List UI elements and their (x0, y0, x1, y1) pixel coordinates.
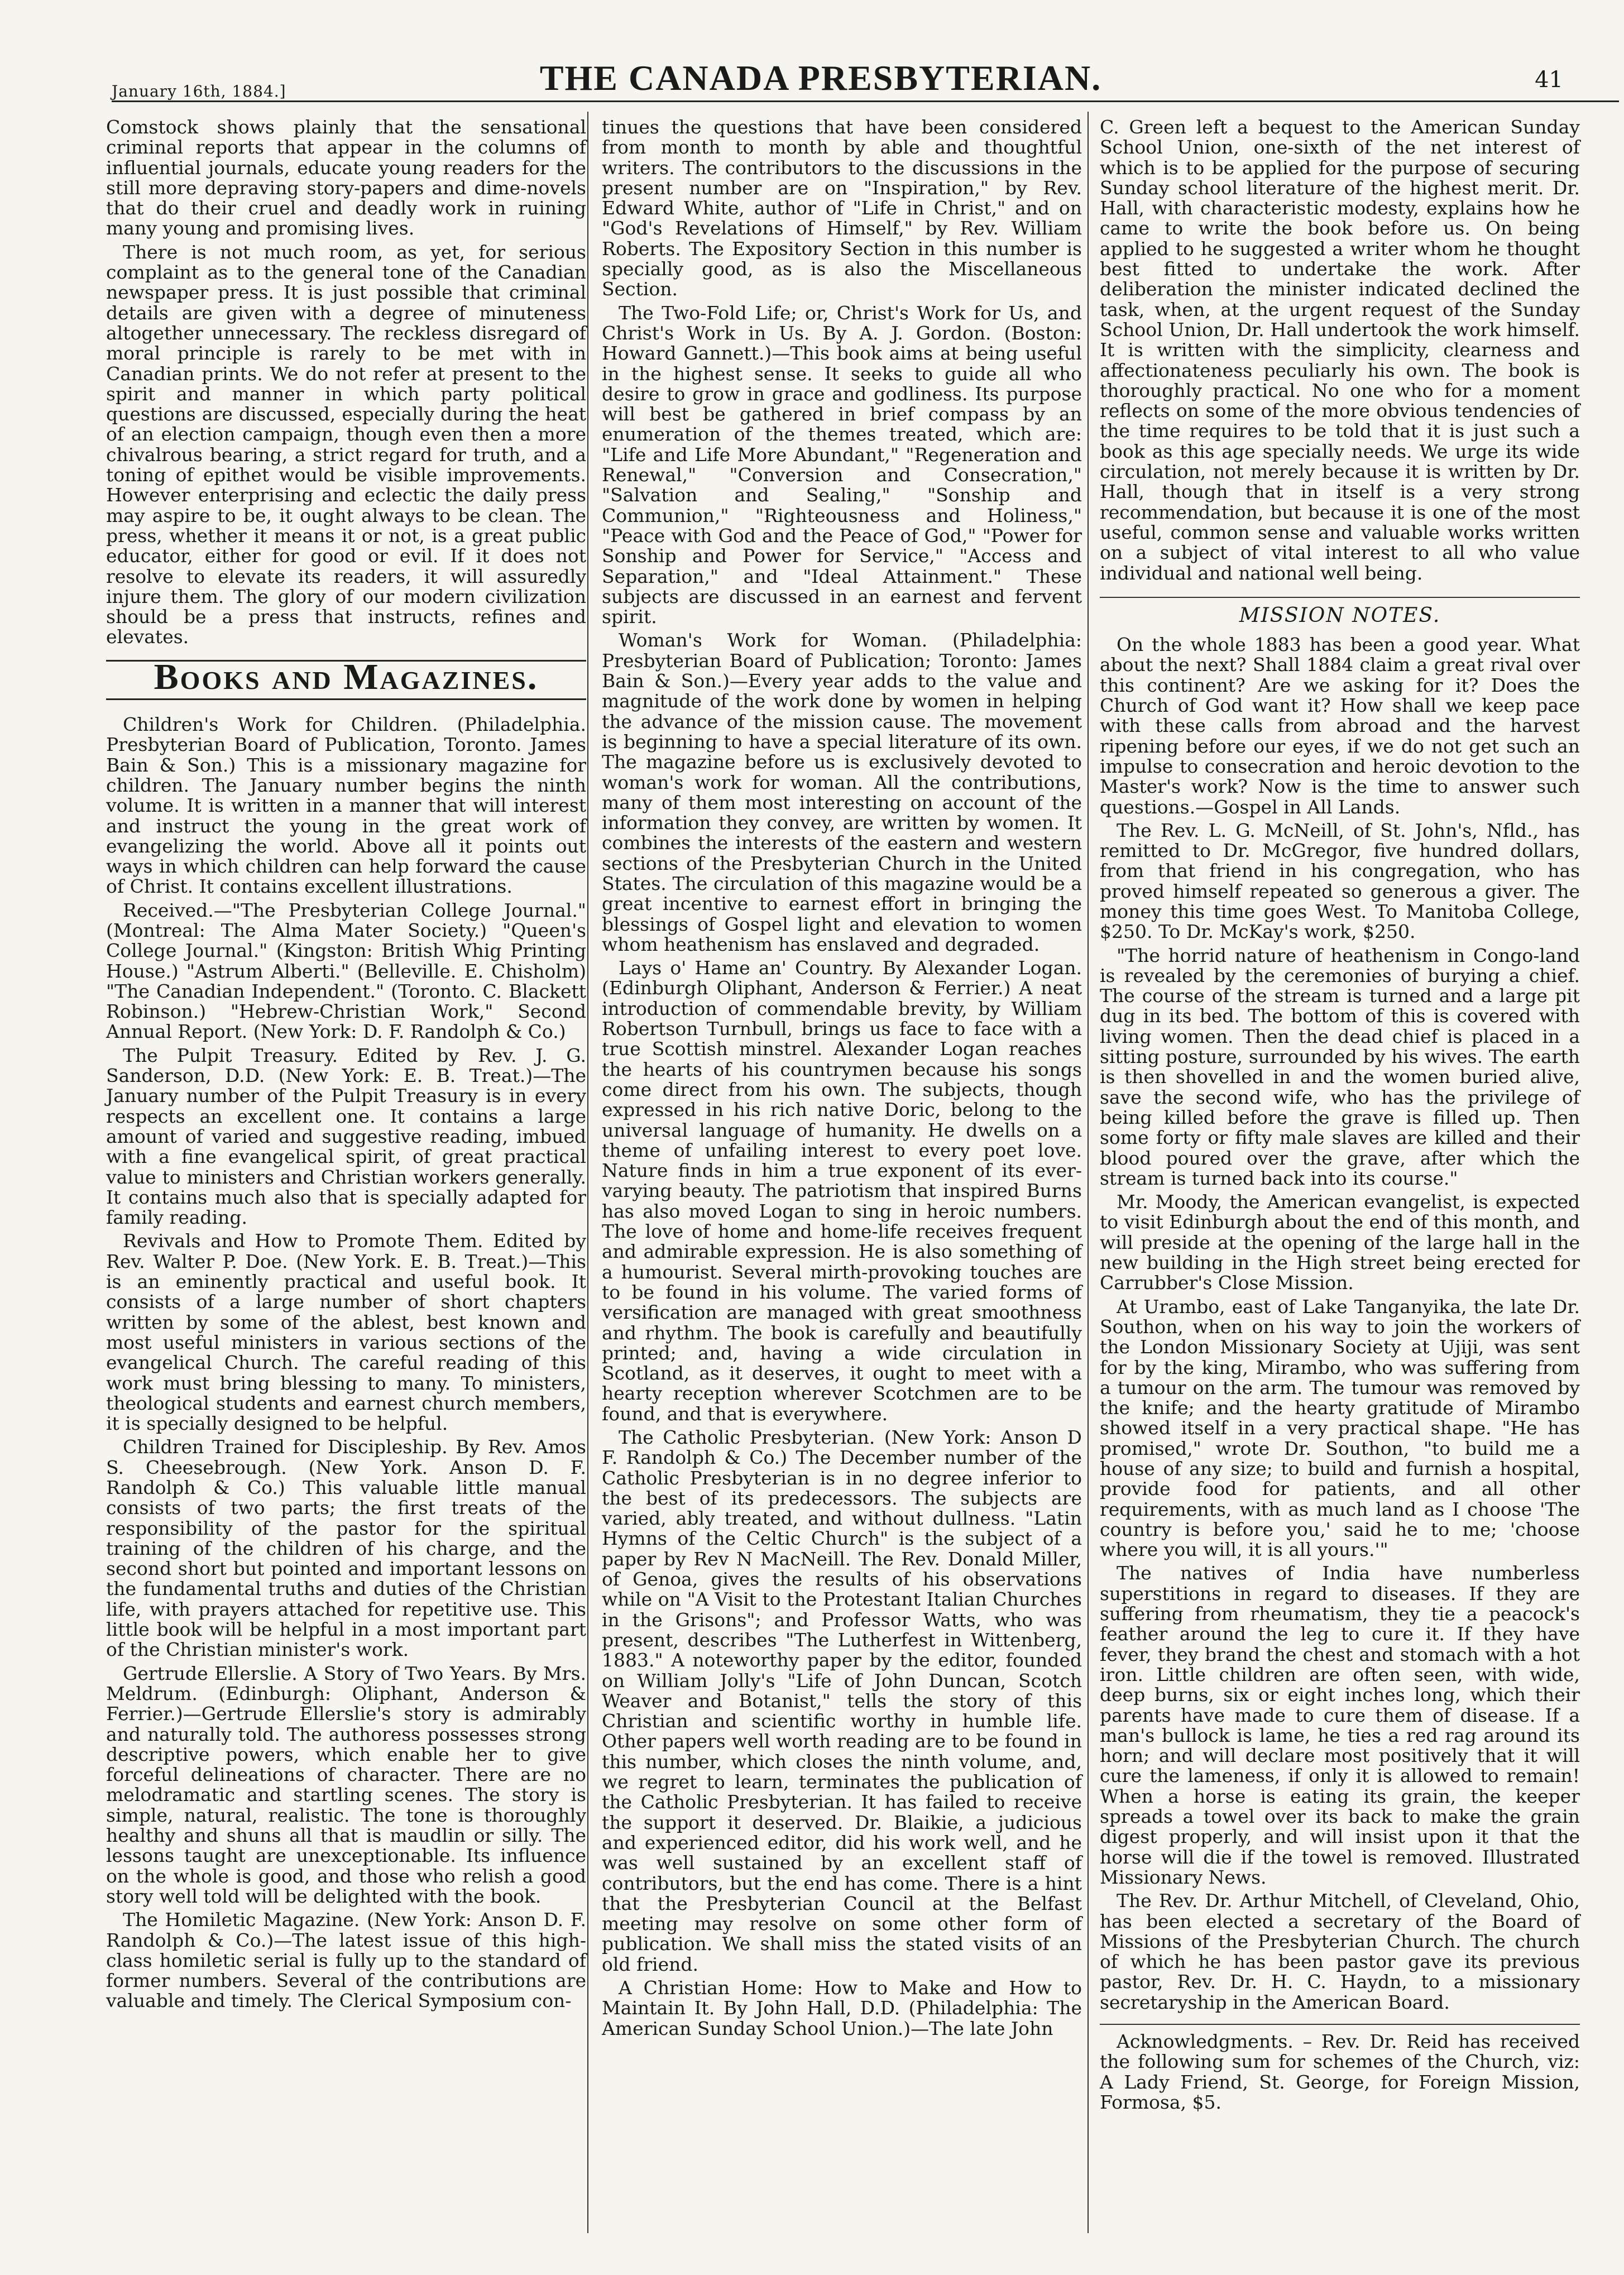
review-entry: The Homiletic Magazine. (New York: Anson D. F. Randolph & Co.)—The latest issue of this high-class homiletic serial is fully up to the standard of former numbers. Several of the contributions are valuable and timely. The Clerical Symposium con- (106, 1909, 586, 2012)
column-1 (106, 117, 586, 2015)
acknowledgments-text: Acknowledgments. – Rev. Dr. Reid has received the following sum for schemes of the Church, viz: A Lady Friend, St. George, for Foreign Mission, Formosa, $5. (1100, 2030, 1580, 2113)
acknowledgments (1100, 2024, 1580, 2113)
paragraph: There is not much room, as yet, for serious complaint as to the general tone of the Canadian newspaper press. It is just possible that criminal details are given with a degree of minuteness altogether unnecessary. The reckless disregard of moral principle is rarely to be met with in Canadian prints. We do not refer at present to the spirit and manner in which party political questions are discussed, especially during the heat of an election campaign, though even then a more chivalrous bearing, a strict regard for truth, and a toning of epithet would be visible improvements. However enterprising and eclectic the daily press may aspire to be, it ought always to be clean. The press, whether it means it or not, is a great public educator, either for good or evil. If it does not resolve to elevate its readers, it will assuredly injure them. The glory of our modern civilization should be a press that instructs, refines and elevates. (106, 241, 586, 648)
review-entry: Received.—"The Presbyterian College Journal." (Montreal: The Alma Mater Society.) "Queen's College Journal." (Kingston: British Whig Printing House.) "Astrum Alberti." (Belleville. E. Chisholm) "The Canadian Independent." (Toronto. C. Blackett Robinson.) "Hebrew-Christian Work," Second Annual Report. (New York: D. F. Randolph & Co.) (106, 899, 586, 1043)
page-number: 41 (1535, 67, 1563, 93)
review-entry: Gertrude Ellerslie. A Story of Two Years. By Mrs. Meldrum. (Edinburgh: Oliphant, Anderson & Ferrier.)—Gertrude Ellerslie's story is admirably and naturally told. The authoress possesses strong descriptive powers, which enable her to give forceful delineations of character. There are no melodramatic and startling scenes. The story is simple, natural, realistic. The tone is thoroughly healthy and shuns all that is maudlin or silly. The lessons taught are unexceptionable. Its influence on the whole is good, and those who relish a good story well told will be delighted with the book. (106, 1662, 586, 1907)
issue-date: January 16th, 1884.] (112, 82, 286, 100)
mission-note: On the whole 1883 has been a good year. What about the next? Shall 1884 claim a great rival over this continent? Are we asking for it? Does the Church of God want it? How shall we keep pace with these calls from abroad and the harvest ripening before our eyes, if we do not get such an impulse to consecration and heroic devotion to the Master's work? Now is the time to answer such questions.—Gospel in All Lands. (1100, 634, 1580, 818)
review-entry: The Catholic Presbyterian. (New York: Anson D F. Randolph & Co.) The December number of the Catholic Presbyterian is in no degree inferior to the best of its predecessors. The subjects are varied, ably treated, and without dullness. "Latin Hymns of the Celtic Church" is the subject of a paper by Rev N MacNeill. The Rev. Donald Miller, of Genoa, gives the results of his observations while on "A Visit to the Protestant Italian Churches in the Grisons"; and Professor Watts, who was present, describes "The Lutherfest in Wittenberg, 1883." A noteworthy paper by the editor, founded on William Jolly's "Life of John Duncan, Scotch Weaver and Botanist," tells the story of this Christian and scientific worthy in humble life. Other papers well worth reading are to be found in this number, which closes the ninth volume, and, we regret to learn, terminates the publication of the Catholic Presbyterian. It has failed to receive the support it deserved. Dr. Blaikie, a judicious and experienced editor, did his work well, and he was well sustained by an excellent staff of contributors, but the end has come. There is a hint that the Presbyterian Council at the Belfast meeting may resolve on some other form of publication. We shall miss the stated visits of an old friend. (602, 1426, 1082, 1975)
column-2 (602, 117, 1082, 2042)
publication-title: THE CANADA PRESBYTERIAN. (539, 58, 1102, 98)
review-entry: Lays o' Hame an' Country. By Alexander Logan. (Edinburgh Oliphant, Anderson & Ferrier.) A neat introduction of commendable brevity, by William Robertson Turnbull, brings us face to face with a true Scottish minstrel. Alexander Logan reaches the hearts of his countrymen because his songs come direct from his own. The subjects, though expressed in his rich native Doric, belong to the universal language of humanity. He dwells on a theme of unfailing interest to every poet love. Nature finds in him a true exponent of its ever-varying beauty. The patriotism that inspired Burns has also moved Logan to sing in heroic numbers. The love of home and home-life receives frequent and admirable expression. He is also something of a humourist. Several mirth-provoking touches are to be found in his volume. The varied forms of versification are managed with great smoothness and rhythm. The book is carefully and beautifully printed; and, having a wide circulation in Scotland, as it deserves, it ought to meet with a hearty reception wherever Scotchmen are to be found, and that is everywhere. (602, 957, 1082, 1425)
mission-note: "The horrid nature of heathenism in Congo-land is revealed by the ceremonies of burying a chief. The course of the stream is turned and a large pit dug in its bed. The bottom of this is covered with living women. Then the dead chief is placed in a sitting posture, surrounded by his wives. The earth is then shovelled in and the women buried alive, save the second wife, who has the privilege of being killed before the grave is filled up. Then some forty or fifty male slaves are killed and their blood poured over the grave, after which the stream is turned back into its course." (1100, 944, 1580, 1189)
mission-notes-heading: MISSION NOTES. (1100, 597, 1580, 626)
review-entry: A Christian Home: How to Make and How to Maintain It. By John Hall, D.D. (Philadelphia: The American Sunday School Union.)—The late John (602, 1977, 1082, 2039)
review-entry: The Two-Fold Life; or, Christ's Work for Us, and Christ's Work in Us. By A. J. Gordon. (Boston: Howard Gannett.)—This book aims at being useful in the highest sense. It seeks to guide all who desire to grow in grace and godliness. Its purpose will best be gathered in brief compass by an enumeration of the themes treated, which are: "Life and Life More Abundant," "Regeneration and Renewal," "Conversion and Consecration," "Salvation and Sealing," "Sonship and Communion," "Righteousness and Holiness," "Peace with God and the Peace of God," "Power for Sonship and Power for Service," "Access and Separation," and "Ideal Attainment." These subjects are discussed in an earnest and fervent spirit. (602, 301, 1082, 628)
mission-note: The Rev. Dr. Arthur Mitchell, of Cleveland, Ohio, has been elected a secretary of the Board of Missions of the Presbyterian Church. The church of which he has been pastor gave its previous pastor, Rev. Dr. H. C. Haydn, to a missionary secretaryship in the American Board. (1100, 1890, 1580, 2013)
review-entry: Children Trained for Discipleship. By Rev. Amos S. Cheesebrough. (New York. Anson D. F. Randolph & Co.) This valuable little manual consists of two parts; the first treats of the responsibility of the pastor for the spiritual training of the children of his charge, and the second short but pointed and important lessons on the fundamental truths and duties of the Christian life, with prayers attached for repetitive use. This little book will be helpful in a most important part of the Christian minister's work. (106, 1436, 586, 1661)
column-divider (587, 112, 588, 2233)
section-heading (106, 656, 586, 700)
mission-note: At Urambo, east of Lake Tanganyika, the late Dr. Southon, when on his way to join the workers of the London Missionary Society at Ujiji, was sent for by the king, Mirambo, who was suffering from a tumour on the arm. The tumour was removed by the knife; and the hearty gratitude of Mirambo showed itself in a very practical shape. "He has promised," wrote Dr. Southon, "to build me a house of any size; to build and furnish a hospital, provide food for patients, and all other requirements, with as much land as I choose 'The country is before you,' said he to me; 'choose where you will, it is all yours.'" (1100, 1295, 1580, 1561)
review-entry: Revivals and How to Promote Them. Edited by Rev. Walter P. Doe. (New York. E. B. Treat.)—This is an eminently practical and useful book. It consists of a large number of short chapters written by some of the ablest, best known and most useful ministers in various sections of the evangelical Church. The careful reading of this work must bring blessing to many. To ministers, theological students and earnest church members, it is specially designed to be helpful. (106, 1230, 586, 1435)
page-header (73, 53, 1569, 103)
column-3 (1100, 117, 1580, 2116)
section-heading-text: Books and Magazines. (154, 656, 539, 697)
paragraph: tinues the questions that have been considered from month to month by able and thoughtful writers. The contributors to the discussions in the present number are on "Inspiration," by Rev. Edward White, author of "Life in Christ," and on "God's Revelations of Himself," by Rev. William Roberts. The Expository Section in this number is specially good, as is also the Miscellaneous Section. (602, 116, 1082, 300)
header-rule (112, 100, 1619, 102)
review-entry: Woman's Work for Woman. (Philadelphia: Presbyterian Board of Publication; Toronto: James Bain & Son.)—Every year adds to the value and magnitude of the work done by women in helping the advance of the mission cause. The movement is beginning to have a special literature of its own. The magazine before us is exclusively devoted to woman's work for woman. All the contributions, many of them most interesting on account of the information they convey, are written by women. It combines the interests of the eastern and western sections of the Presbyterian Church in the United States. The circulation of this magazine would be a great incentive to earnest effort in bringing the blessings of Gospel light and elevation to women whom heathenism has enslaved and degraded. (602, 629, 1082, 955)
mission-note: The natives of India have numberless superstitions in regard to diseases. If they are suffering from rheumatism, they tie a peacock's feather around the leg to cure it. If they have fever, they brand the chest and stomach with a hot iron. Little children are often seen, with wide, deep burns, six or eight inches long, which their parents have made to cure them of disease. If a man's bullock is lame, he ties a red rag around its horn; and will declare most positively that it will cure the lameness, if only it is allowed to remain! When a horse is eating its grain, the keeper spreads a towel over its back to make the grain digest properly, and will insist upon it that the horse will die if the towel is removed. Illustrated Missionary News. (1100, 1562, 1580, 1888)
paragraph: C. Green left a bequest to the American Sunday School Union, one-sixth of the net interest of which is to be applied for the purpose of securing Sunday school literature of the highest merit. Dr. Hall, with characteristic modesty, explains how he came to write the book before us. On being applied to he suggested a writer whom he thought best fitted to undertake the work. After deliberation the minister indicated declined the task, when, at the urgent request of the Sunday School Union, Dr. Hall undertook the work himself. It is written with the simplicity, clearness and affectionateness peculiarly his own. The book is thoroughly practical. No one who for a moment reflects on some of the more obvious tendencies of the time requires to be told that it is just such a book as this age specially needs. We urge its wide circulation, not merely because it is written by Dr. Hall, though that in itself is a very strong recommendation, but because it is one of the most useful, common sense and valuable works written on a subject of vital interest to all who value individual and national well being. (1100, 116, 1580, 584)
mission-note: The Rev. L. G. McNeill, of St. John's, Nfld., has remitted to Dr. McGregor, five hundred dollars, from that friend in his congregation, who has proved himself repeated so generous a giver. The money this time goes West. To Manitoba College, $250. To Dr. McKay's work, $250. (1100, 819, 1580, 943)
review-entry: The Pulpit Treasury. Edited by Rev. J. G. Sanderson, D.D. (New York: E. B. Treat.)—The January number of the Pulpit Treasury is in every respects an excellent one. It contains a large amount of varied and suggestive reading, imbued with a fine evangelical spirit, of great practical value to ministers and Christian workers generally. It contains much also that is specially adapted for family reading. (106, 1044, 586, 1229)
mission-note: Mr. Moody, the American evangelist, is expected to visit Edinburgh about the end of this month, and will preside at the opening of the large hall in the new building in the High street being erected for Carrubber's Close Mission. (1100, 1191, 1580, 1294)
review-entry: Children's Work for Children. (Philadelphia. Presbyterian Board of Publication, Toronto. James Bain & Son.) This is a missionary magazine for children. The January number begins the ninth volume. It is written in a manner that will interest and instruct the young in the great work of evangelizing the world. Above all it points out ways in which children can help forward the cause of Christ. It contains excellent illustrations. (106, 713, 586, 898)
paragraph: Comstock shows plainly that the sensational criminal reports that appear in the columns of influential journals, educate young readers for the still more depraving story-papers and dime-novels that do their cruel and deadly work in ruining many young and promising lives. (106, 116, 586, 240)
column-divider (1088, 112, 1089, 2233)
